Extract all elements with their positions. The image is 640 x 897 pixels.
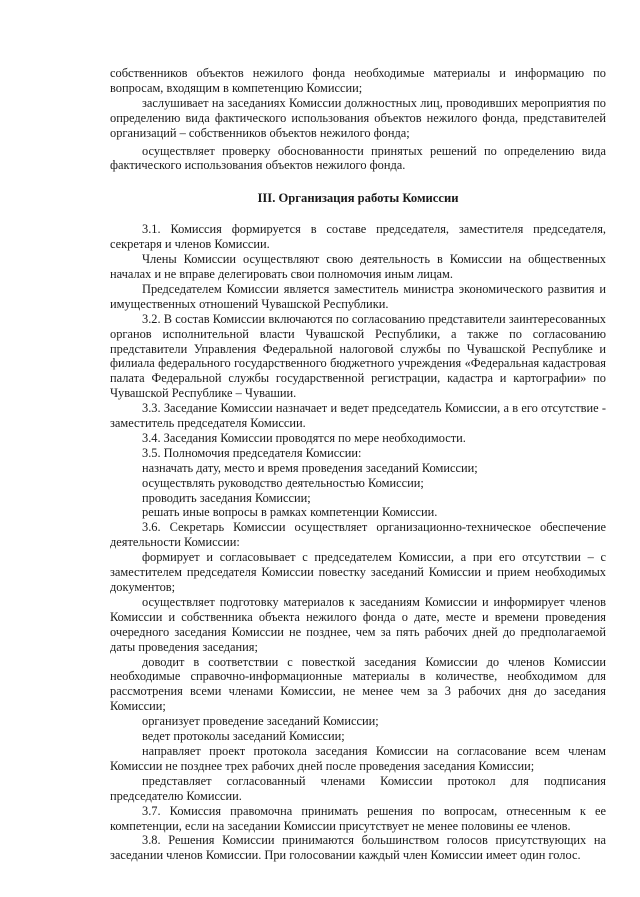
list-item: осуществляет подготовку материалов к заседаниям Комиссии и информирует членов Комиссии и собственника объекта нежилого фонда о дате, месте и времени проведения очередного заседания Комиссии не позднее, чем за пять рабочих дней до предполагаемой даты проведения заседания; [110, 594, 606, 654]
section-title: III. Организация работы Комиссии [257, 191, 459, 206]
paragraph: 3.3. Заседание Комиссии назначает и ведет председатель Комиссии, а в его отсутствие - заместитель председателя Комиссии. [110, 401, 606, 431]
list-item: формирует и согласовывает с председателем Комиссии, а при его отсутствии – с заместителем председателя Комиссии повестку заседаний Комиссии и прием необходимых документов; [110, 550, 606, 594]
list-item: доводит в соответствии с повесткой заседания Комиссии до членов Комиссии необходимые справочно-информационные материалы в количестве, необходимом для рассмотрения всеми членами Комиссии, не менее чем за 3 рабочих дня до заседания Комиссии; [110, 654, 606, 714]
paragraph: 3.2. В состав Комиссии включаются по согласованию представители заинтересованных органов исполнительной власти Чувашской Республики, а также по согласованию представители Управления Федеральной налоговой службы по Чувашской Республике и филиала федерального государственного бюджетного учреждения «Федеральная кадастровая палата Федеральной службы государственной регистрации, кадастра и картографии» по Чувашской Республике – Чувашии. [110, 311, 606, 401]
list-item: ведет протоколы заседаний Комиссии; [142, 729, 345, 744]
list-item: проводить заседания Комиссии; [142, 490, 311, 505]
paragraph: 3.8. Решения Комиссии принимаются большинством голосов присутствующих на заседании членов Комиссии. При голосовании каждый член Комиссии имеет один голос. [110, 833, 606, 863]
list-item: направляет проект протокола заседания Комиссии на согласование всем членам Комиссии не позднее трех рабочих дней после проведения заседания Комиссии; [110, 743, 606, 773]
list-item: осуществлять руководство деятельностью Комиссии; [142, 475, 424, 490]
list-item: назначать дату, место и время проведения заседаний Комиссии; [142, 460, 478, 475]
paragraph: 3.6. Секретарь Комиссии осуществляет организационно-техническое обеспечение деятельности Комиссии: [110, 520, 606, 550]
paragraph: собственников объектов нежилого фонда необходимые материалы и информацию по вопросам, входящим в компетенцию Комиссии; [110, 66, 606, 95]
paragraph: 3.7. Комиссия правомочна принимать решения по вопросам, отнесенным к ее компетенции, если на заседании Комиссии присутствует не менее половины ее членов. [110, 803, 606, 833]
paragraph: осуществляет проверку обоснованности принятых решений по определению вида фактического использования объектов нежилого фонда. [110, 143, 606, 173]
paragraph: 3.1. Комиссия формируется в составе председателя, заместителя председателя, секретаря и членов Комиссии. [110, 222, 606, 252]
paragraph: заслушивает на заседаниях Комиссии должностных лиц, проводивших мероприятия по определению вида фактического использования объектов нежилого фонда, представителей организаций – собственников объектов нежилого фонда; [110, 95, 606, 140]
document-body [110, 66, 606, 863]
list-item: организует проведение заседаний Комиссии; [142, 714, 379, 729]
paragraph: 3.5. Полномочия председателя Комиссии: [142, 445, 362, 460]
paragraph: Председателем Комиссии является заместитель министра экономического развития и имущественных отношений Чувашской Республики. [110, 281, 606, 311]
list-item: представляет согласованный членами Комиссии протокол для подписания председателю Комиссии. [110, 773, 606, 803]
paragraph: Члены Комиссии осуществляют свою деятельность в Комиссии на общественных началах и не вправе делегировать свои полномочия иным лицам. [110, 252, 606, 281]
list-item: решать иные вопросы в рамках компетенции Комиссии. [142, 505, 438, 520]
paragraph: 3.4. Заседания Комиссии проводятся по мере необходимости. [142, 430, 466, 445]
